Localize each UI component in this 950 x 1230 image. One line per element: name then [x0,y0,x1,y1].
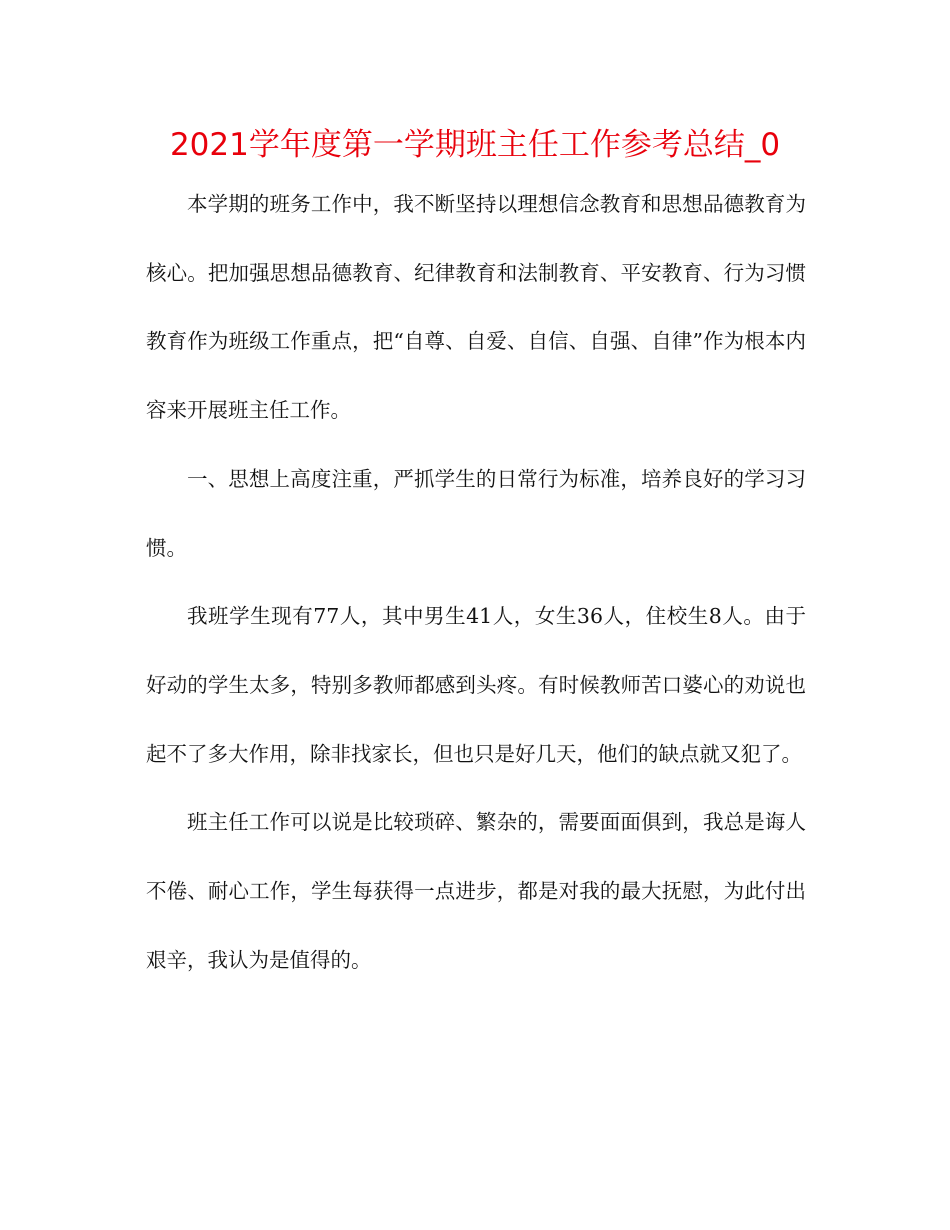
document-title: 2021学年度第一学期班主任工作参考总结_0 [169,127,781,163]
paragraph-section-one-heading: 一、思想上高度注重，严抓学生的日常行为标准，培养良好的学习习惯。 [146,466,806,560]
paragraph-class-stats: 我班学生现有77人，其中男生41人，女生36人，住校生8人。由于好动的学生太多，特别多教师都感到头疼。有时候教师苦口婆心的劝说也起不了多大作用，除非找家长，但也只是好几天，他们的缺点就又犯了。 [146,604,806,766]
paragraph-teacher-work: 班主任工作可以说是比较琐碎、繁杂的，需要面面俱到，我总是诲人不倦、耐心工作，学生每获得一点进步，都是对我的最大抚慰，为此付出艰辛，我认为是值得的。 [146,810,806,972]
paragraph-intro: 本学期的班务工作中，我不断坚持以理想信念教育和思想品德教育为核心。把加强思想品德教育、纪律教育和法制教育、平安教育、行为习惯教育作为班级工作重点，把“自尊、自爱、自信、自强、自律”作为根本内容来开展班主任工作。 [146,192,806,423]
document-body [146,170,806,994]
